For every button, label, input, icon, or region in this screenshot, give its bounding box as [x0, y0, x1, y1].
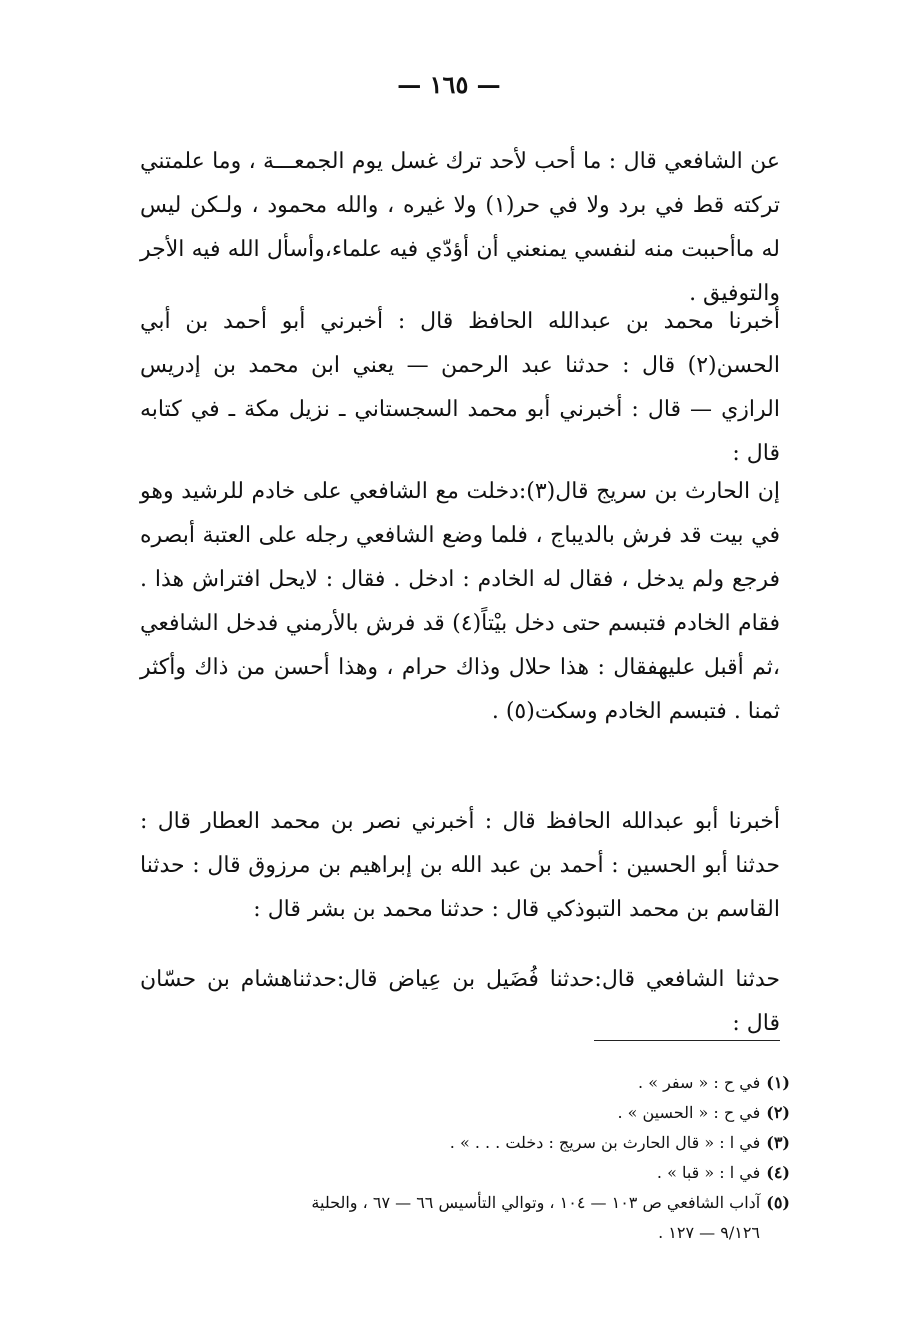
footnote [140, 1158, 790, 1188]
footnote [140, 1068, 790, 1098]
footnote-marker: (٢) [766, 1103, 790, 1122]
footnote-text: في ا : « قال الحارث بن سريج : دخلت . . . » . [449, 1133, 761, 1152]
footnote-marker: (٤) [766, 1163, 790, 1182]
footnote-text: في ح : « سفر » . [638, 1073, 761, 1092]
paragraph-text: أخبرنا أبو عبدالله الحافظ قال : أخبرني نصر بن محمد العطار قال : حدثنا أبو الحسين : أحمد بن عبد الله بن إبراهيم بن مرزوق قال : حدثنا القاسم بن محمد التبوذكي قال : حدثنا محمد بن بشر قال : [140, 809, 780, 922]
footnote-text: في ح : « الحسين » . [617, 1103, 761, 1122]
footnote [140, 1098, 790, 1128]
paragraph-text: حدثنا الشافعي قال:حدثنا فُضَيل بن عِياض قال:حدثناهشام بن حسّان قال : [140, 967, 780, 1036]
paragraph [140, 470, 780, 734]
footnote [140, 1128, 790, 1158]
paragraph [140, 140, 780, 316]
paragraph-text: إن الحارث بن سريج قال(٣):دخلت مع الشافعي على خادم للرشيد وهو في بيت قد فرش بالديباج ، فلما وضع الشافعي رجله على العتبة أبصره فرجع ولم يدخل ، فقال له الخادم : ادخل . فقال : لايحل افتراش هذا . فقام الخادم فتبسم حتى دخل بيْتاً(٤) قد فرش بالأرمني فدخل الشافعي ،ثم أقبل عليهفقال : هذا حلال وذاك حرام ، وهذا أحسن من ذاك وأكثر ثمنا . فتبسم الخادم وسكت(٥) . [140, 479, 780, 724]
footnote-continuation: ٩/١٢٦ — ١٢٧ . [658, 1223, 760, 1242]
paragraph-text: أخبرنا محمد بن عبدالله الحافظ قال : أخبرني أبو أحمد بن أبي الحسن(٢) قال : حدثنا عبد الرحمن — يعني ابن محمد بن إدريس الرازي — قال : أخبرني أبو محمد السجستاني ـ نزيل مكة ـ في كتابه قال : [140, 309, 780, 466]
page-number: — ١٦٥ — [397, 70, 501, 99]
footnote-marker: (٥) [766, 1193, 790, 1212]
footnote-text: في ا : « قبا » . [656, 1163, 761, 1182]
footnote-marker: (٣) [766, 1133, 790, 1152]
footnote-divider [594, 1040, 780, 1041]
footnote-marker: (١) [766, 1073, 790, 1092]
footnotes [140, 1068, 790, 1248]
footnote [140, 1188, 790, 1218]
paragraph [140, 958, 780, 1046]
footnote-text: آداب الشافعي ص ١٠٣ — ١٠٤ ، وتوالي التأسيس ٦٦ — ٦٧ ، والحلية [311, 1193, 761, 1212]
paragraph [140, 300, 780, 476]
paragraph [140, 800, 780, 932]
paragraph-text: عن الشافعي قال : ما أحب لأحد ترك غسل يوم الجمعـــة ، وما علمتني تركته قط في برد ولا في حر(١) ولا غيره ، والله محمود ، ولـكن ليس له ماأحببت منه لنفسي يمنعني أن أؤدّي فيه علماء،وأسأل الله فيه الأجر والتوفيق . [140, 149, 780, 306]
